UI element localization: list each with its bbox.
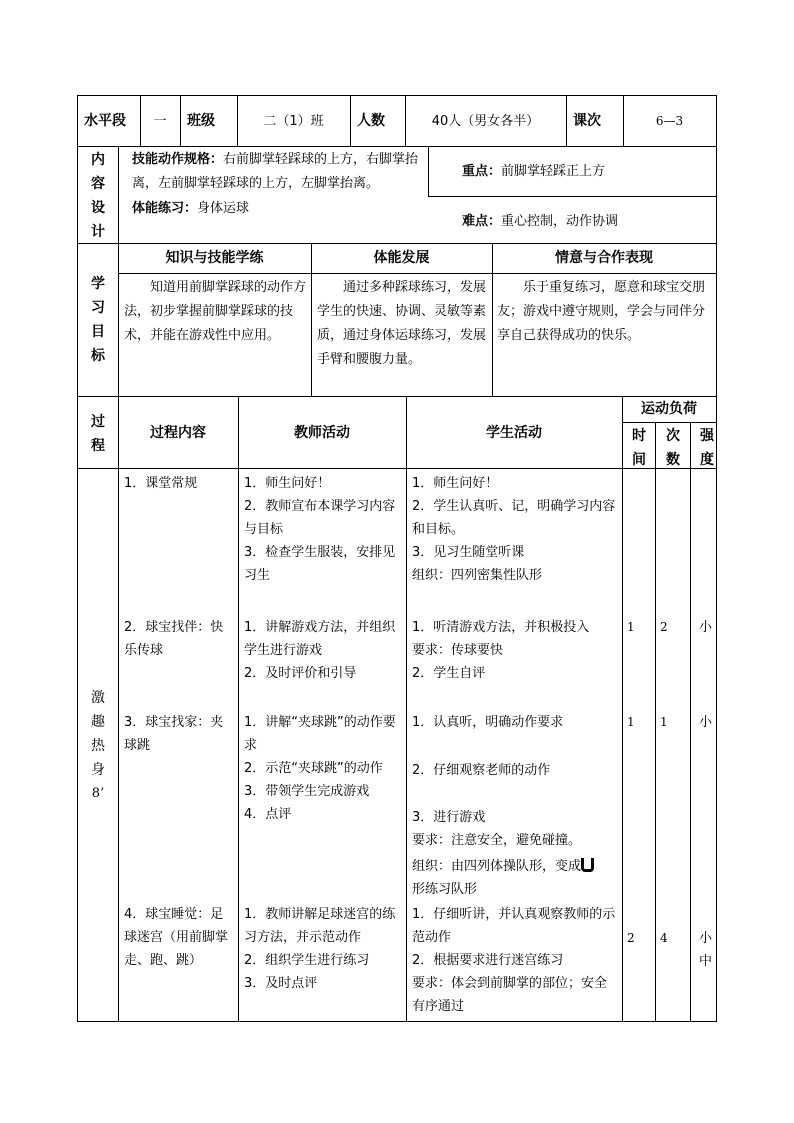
row3-teacher: 1．讲解“夹球跳”的动作要求 2．示范“夹球跳”的动作 3．带领学生完成游戏 4．点评 (244, 715, 396, 822)
table-border-bottom (77, 1021, 717, 1022)
key-title: 重点： (462, 164, 502, 179)
row3-student-d (412, 855, 618, 901)
table-rule (428, 146, 429, 196)
count-label: 人数 (357, 113, 385, 129)
goals-col3-header: 情意与合作表现 (555, 250, 653, 266)
skill-spec-text: 右前脚掌轻踩球的上方，右脚掌抬离，左前脚掌轻踩球的上方，左脚掌抬离。 (132, 152, 419, 191)
u-shape-icon (581, 858, 594, 872)
table-rule (77, 243, 717, 244)
lesson-value: 6—3 (655, 114, 684, 128)
table-rule (77, 396, 717, 397)
table-rule (118, 146, 119, 396)
section-label-text: 激趣热身 (91, 690, 105, 778)
row2-student: 1．听清游戏方法，并积极投入 要求：传球要快 2．学生自评 (412, 620, 590, 681)
class-value: 二（1）班 (263, 114, 324, 129)
skill-spec-title: 技能动作规格： (132, 152, 224, 167)
goals-col1-text: 知道用前脚掌踩球的动作方法，初步掌握前脚掌踩球的技术，并能在游戏性中应用。 (124, 280, 307, 343)
row3-student-d2: 形练习队形 (412, 882, 478, 897)
row2-content: 2．球宝找伴：快乐传球 (124, 620, 224, 658)
row3-intensity: 小 (699, 715, 713, 730)
goals-side-label: 学习目标 (91, 276, 105, 364)
row3-student-a: 1．认真听，明确动作要求 (412, 715, 564, 730)
diff-text: 重心控制，动作协调 (501, 214, 619, 229)
row4-intensity: 小中 (699, 931, 713, 969)
table-rule (406, 396, 407, 1022)
row3-content: 3．球宝找家：夹球跳 (124, 715, 224, 753)
class-label: 班级 (187, 113, 215, 129)
table-rule (622, 422, 717, 423)
row3-time: 1 (627, 715, 635, 729)
section-duration: 8’ (91, 786, 105, 801)
row2-count: 2 (660, 620, 668, 634)
time-header: 时间 (632, 428, 646, 468)
intensity-header: 强度 (700, 428, 714, 468)
difficulty-point (462, 210, 712, 233)
content-side-label: 内容设计 (91, 152, 105, 240)
table-rule (77, 468, 717, 469)
row2-intensity: 小 (699, 620, 713, 635)
table-rule (428, 196, 717, 197)
table-rule (238, 396, 239, 1022)
goals-col2-header: 体能发展 (373, 250, 430, 266)
row3-count: 1 (660, 715, 668, 729)
table-rule (118, 396, 119, 1022)
table-rule (77, 146, 717, 147)
row4-teacher: 1．教师讲解足球迷宫的练习方法，并示范动作 2．组织学生进行练习 3．及时点评 (244, 907, 396, 991)
row2-teacher: 1．讲解游戏方法，并组织学生进行游戏 2．及时评价和引导 (244, 620, 396, 681)
lesson-label: 课次 (573, 113, 601, 129)
row3-student-c: 3．进行游戏 要求：注意安全，避免碰撞。 (412, 810, 582, 848)
row4-content: 4．球宝睡觉：足球迷宫（用前脚掌走、跑、跳） (124, 907, 229, 968)
skill-spec (124, 148, 422, 196)
row4-time: 2 (627, 931, 635, 945)
table-border-right (716, 95, 717, 1022)
row1-student: 1．师生问好！ 2．学生认真听、记，明确学习内容和目标。 3．见习生随堂听课 组织：四列密集性队形 (412, 476, 616, 583)
table-border-top (77, 95, 717, 96)
goals-col3-text: 乐于重复练习，愿意和球宝交朋友；游戏中遵守规则，学会与同伴分享自己获得成功的快乐。 (497, 280, 706, 343)
goals-col2-text: 通过多种踩球练习，发展学生的快速、协调、灵敏等素质，通过身体运球练习，发展手臂和腰腹力量。 (317, 280, 487, 367)
row4-count: 4 (660, 931, 668, 945)
fitness-text: 身体运球 (197, 201, 250, 216)
table-border-left (77, 95, 78, 1022)
process-content-header: 过程内容 (150, 425, 206, 441)
row3-student-b: 2．仔细观察老师的动作 (412, 763, 551, 778)
process-label: 过程 (91, 414, 105, 454)
row1-teacher: 1．师生问好！ 2．教师宣布本课学习内容与目标 3．检查学生服装，安排见习生 (244, 476, 396, 583)
fitness-title: 体能练习： (132, 201, 198, 216)
goals-col1-header: 知识与技能学练 (165, 250, 264, 266)
fitness-practice (124, 197, 422, 221)
row3-student-d1: 组织：由四列体操队形，变成 (412, 859, 582, 874)
row4-student: 1．仔细听讲，并认真观察教师的示范动作 2．根据要求进行迷宫练习 要求：体会到前脚掌的部位；安全有序通过 (412, 907, 616, 1014)
count-header: 次数 (666, 428, 680, 468)
key-text: 前脚掌轻踩正上方 (501, 164, 606, 179)
table-rule (622, 396, 623, 1022)
diff-title: 难点： (462, 214, 502, 229)
row1-content: 1．课堂常规 (124, 476, 198, 491)
load-header: 运动负荷 (641, 401, 697, 417)
count-value: 40人（男女各半） (431, 114, 540, 129)
key-point (462, 160, 712, 183)
level-value: 一 (153, 114, 167, 129)
table-rule (118, 273, 717, 274)
section-label (84, 686, 112, 806)
level-label: 水平段 (84, 113, 126, 129)
table-rule (655, 422, 656, 1022)
table-rule (690, 422, 691, 1022)
row2-time: 1 (627, 620, 635, 634)
student-activity-header: 学生活动 (486, 425, 542, 441)
teacher-activity-header: 教师活动 (294, 425, 350, 441)
